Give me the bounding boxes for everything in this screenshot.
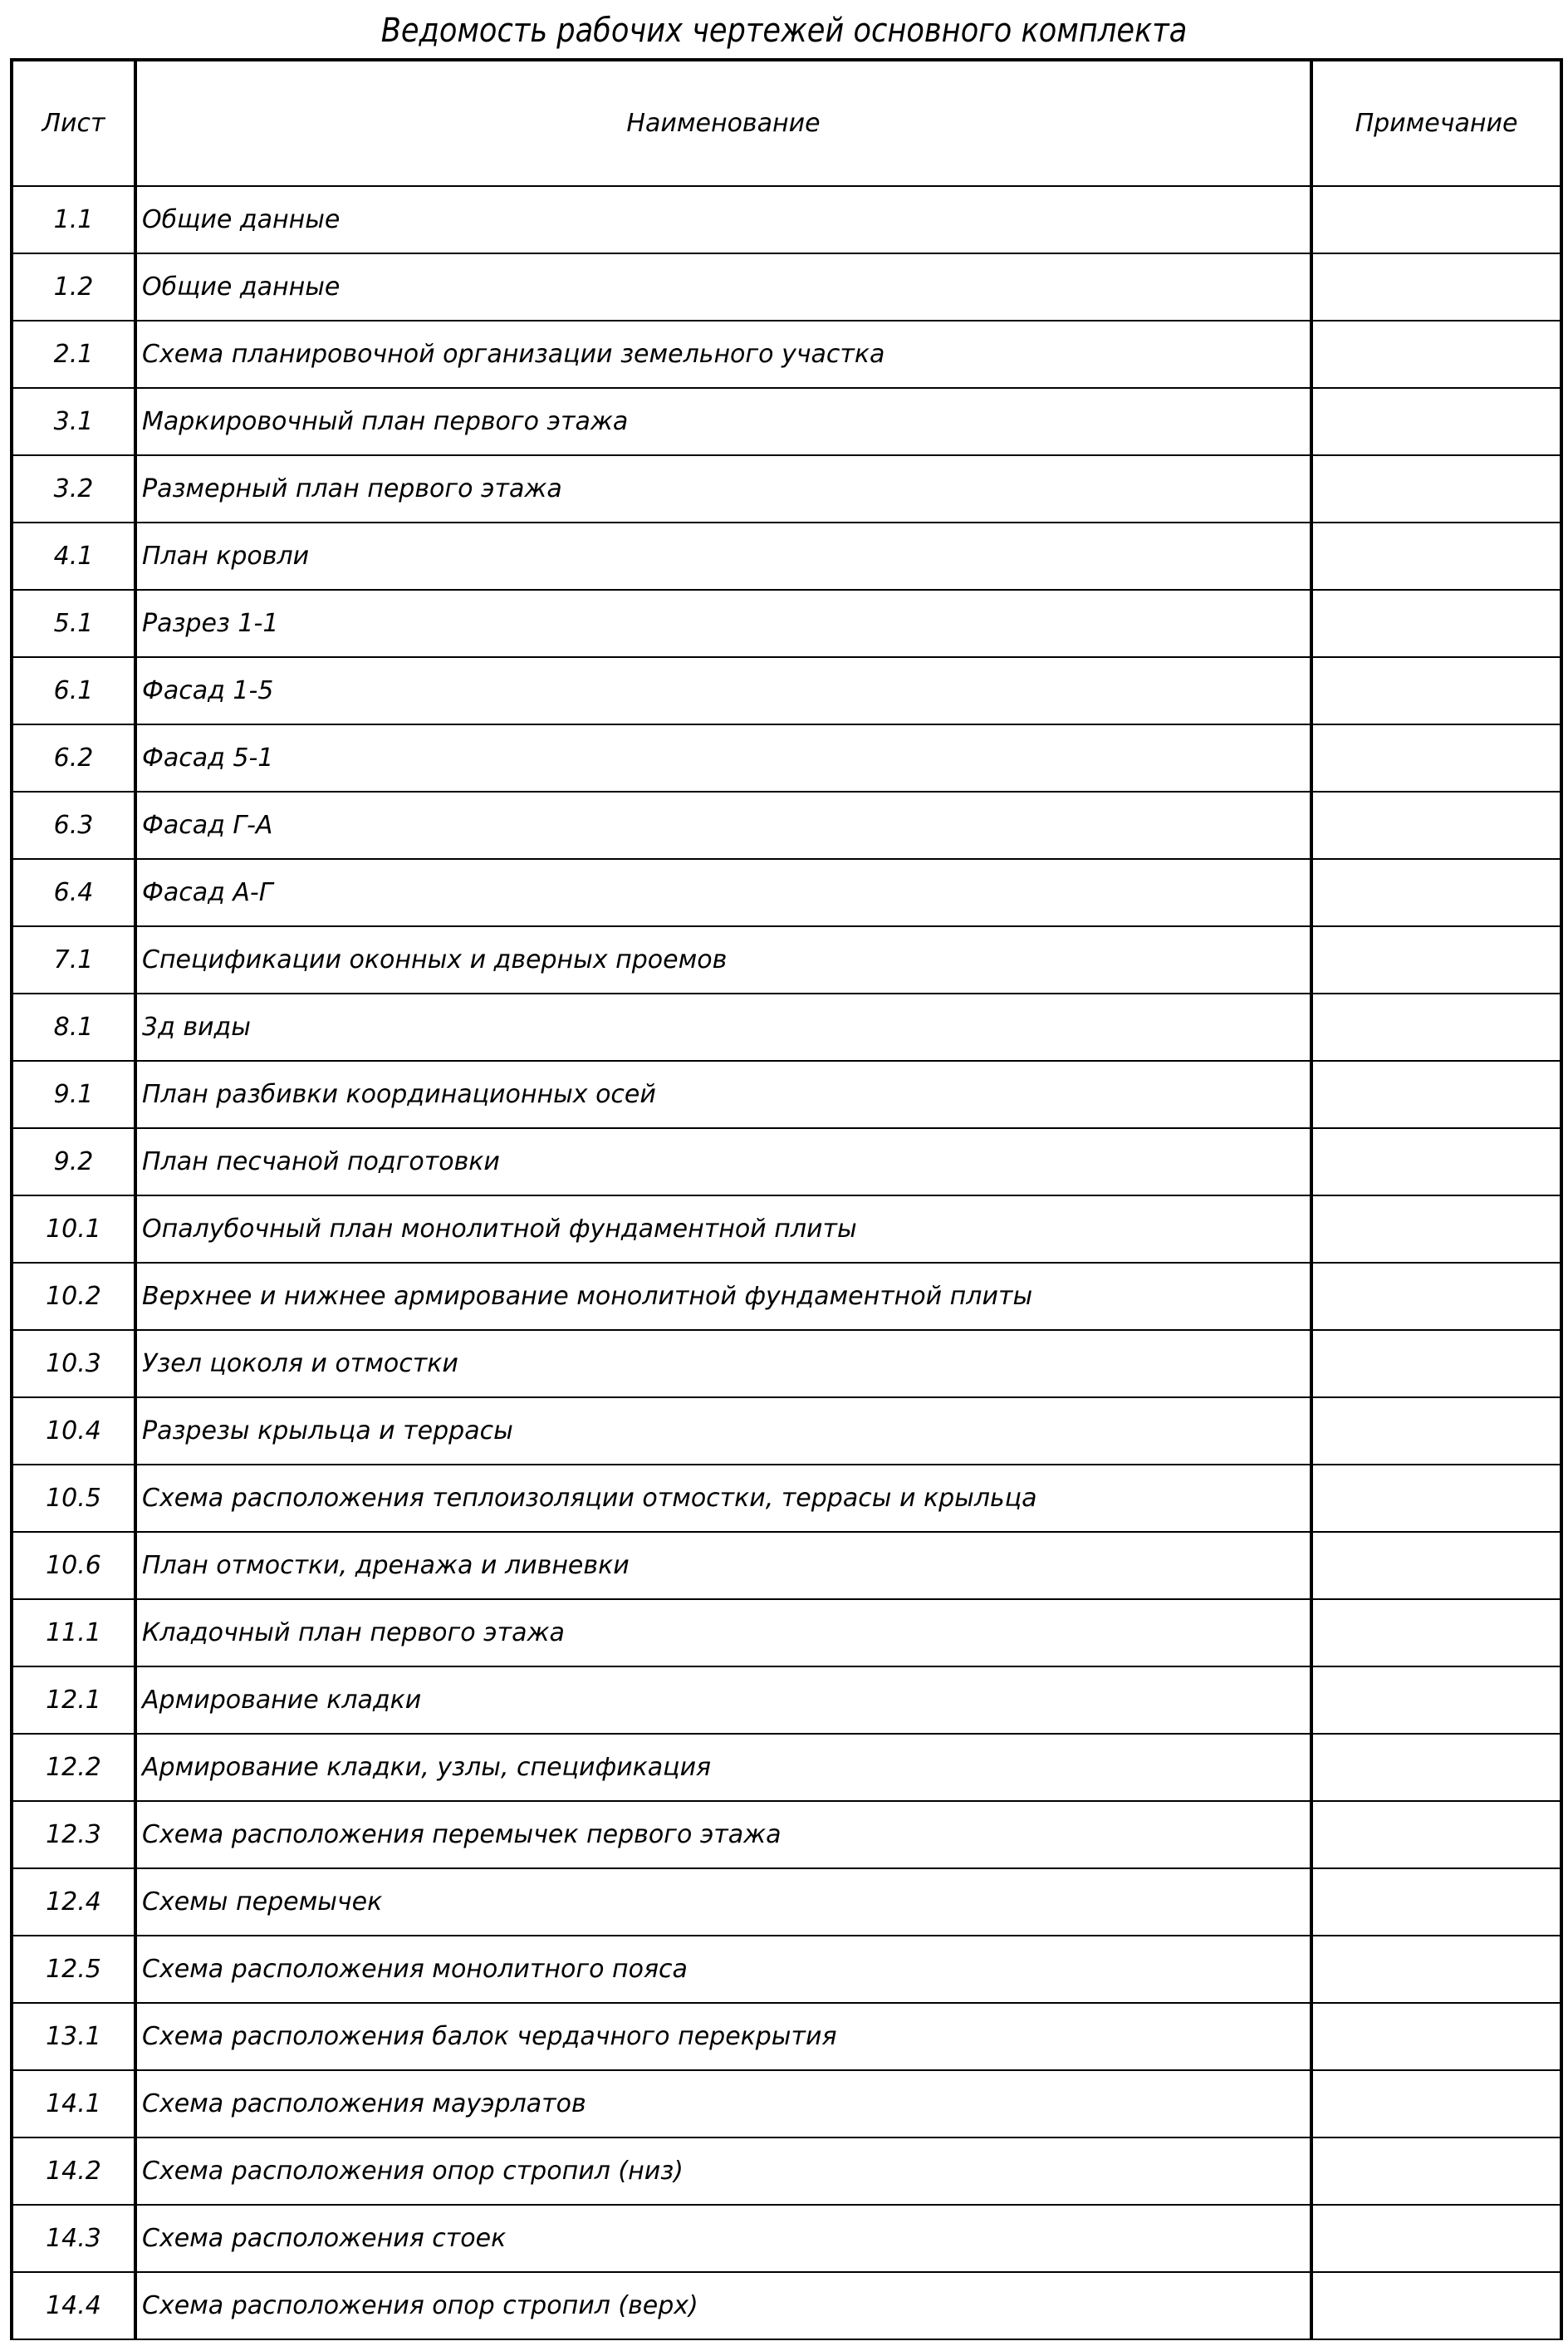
sheet-name-cell: Схема расположения опор стропил (низ) [135, 2137, 1311, 2205]
sheet-name-cell: Опалубочный план монолитной фундаментной плиты [135, 1195, 1311, 1263]
table-row [12, 2070, 1561, 2137]
sheet-number-cell: 12.1 [12, 1666, 135, 1734]
sheet-number-cell: 12.5 [12, 1936, 135, 2003]
sheet-number-cell: 14.2 [12, 2137, 135, 2205]
sheet-note-cell [1311, 2003, 1561, 2070]
sheet-number-cell: 14.4 [12, 2272, 135, 2339]
sheet-name-cell: Схема расположения балок чердачного перекрытия [135, 2003, 1311, 2070]
table-row [12, 1465, 1561, 1532]
sheet-name-cell: Схема планировочной организации земельного участка [135, 321, 1311, 388]
table-row [12, 859, 1561, 926]
sheet-note-cell [1311, 1330, 1561, 1397]
sheet-name-cell: Разрезы крыльца и террасы [135, 1397, 1311, 1465]
table-row [12, 1330, 1561, 1397]
table-row [12, 1061, 1561, 1128]
sheet-name-cell: Фасад Г-А [135, 792, 1311, 859]
sheet-name-cell: Кладочный план первого этажа [135, 1599, 1311, 1666]
sheet-name-cell: Общие данные [135, 253, 1311, 321]
table-row [12, 926, 1561, 994]
table-row [12, 1128, 1561, 1195]
sheet-note-cell [1311, 994, 1561, 1061]
sheet-name-cell: Фасад 1-5 [135, 657, 1311, 724]
table-row [12, 1936, 1561, 2003]
sheet-number-cell: 6.4 [12, 859, 135, 926]
table-row [12, 2205, 1561, 2272]
sheet-number-cell: 14.3 [12, 2205, 135, 2272]
sheet-note-cell [1311, 926, 1561, 994]
sheet-note-cell [1311, 2272, 1561, 2339]
sheet-name-cell: Фасад А-Г [135, 859, 1311, 926]
sheet-note-cell [1311, 1397, 1561, 1465]
sheet-number-cell: 10.5 [12, 1465, 135, 1532]
sheet-number-cell: 10.3 [12, 1330, 135, 1397]
sheet-number-cell: 12.3 [12, 1801, 135, 1868]
sheet-name-cell: Армирование кладки, узлы, спецификация [135, 1734, 1311, 1801]
sheet-note-cell [1311, 724, 1561, 792]
sheet-number-cell: 10.1 [12, 1195, 135, 1263]
sheet-note-cell [1311, 1936, 1561, 2003]
sheet-number-cell: 10.2 [12, 1263, 135, 1330]
sheet-note-cell [1311, 590, 1561, 657]
sheet-name-cell: Схема расположения стоек [135, 2205, 1311, 2272]
table-row [12, 253, 1561, 321]
sheet-note-cell [1311, 388, 1561, 455]
sheet-number-cell: 5.1 [12, 590, 135, 657]
sheet-number-cell: 8.1 [12, 994, 135, 1061]
sheet-name-cell: Разрез 1-1 [135, 590, 1311, 657]
sheet-number-cell: 6.1 [12, 657, 135, 724]
sheet-note-cell [1311, 1801, 1561, 1868]
sheet-note-cell [1311, 186, 1561, 253]
sheet-number-cell: 14.1 [12, 2070, 135, 2137]
table-row [12, 657, 1561, 724]
sheet-number-cell: 9.1 [12, 1061, 135, 1128]
table-body [12, 186, 1561, 2339]
sheet-number-cell: 10.4 [12, 1397, 135, 1465]
table-row [12, 1599, 1561, 1666]
sheet-note-cell [1311, 859, 1561, 926]
column-header-sheet: Лист [12, 60, 135, 186]
table-row [12, 590, 1561, 657]
sheet-number-cell: 2.1 [12, 321, 135, 388]
table-row [12, 1532, 1561, 1599]
sheet-note-cell [1311, 1195, 1561, 1263]
sheet-name-cell: План отмостки, дренажа и ливневки [135, 1532, 1311, 1599]
sheet-number-cell: 13.1 [12, 2003, 135, 2070]
table-row [12, 1195, 1561, 1263]
sheet-name-cell: Размерный план первого этажа [135, 455, 1311, 523]
sheet-name-cell: 3д виды [135, 994, 1311, 1061]
sheet-note-cell [1311, 1465, 1561, 1532]
sheet-name-cell: Схема расположения перемычек первого этажа [135, 1801, 1311, 1868]
sheet-note-cell [1311, 455, 1561, 523]
table-row [12, 2003, 1561, 2070]
sheet-name-cell: Узел цоколя и отмостки [135, 1330, 1311, 1397]
sheet-number-cell: 9.2 [12, 1128, 135, 1195]
table-row [12, 1397, 1561, 1465]
table-row [12, 1734, 1561, 1801]
sheet-note-cell [1311, 657, 1561, 724]
sheet-number-cell: 1.2 [12, 253, 135, 321]
table-row [12, 388, 1561, 455]
sheet-number-cell: 3.1 [12, 388, 135, 455]
table-row [12, 792, 1561, 859]
sheet-name-cell: Схема расположения опор стропил (верх) [135, 2272, 1311, 2339]
sheet-note-cell [1311, 1599, 1561, 1666]
sheet-name-cell: Общие данные [135, 186, 1311, 253]
document-title: Ведомость рабочих чертежей основного комплекта [380, 12, 1188, 50]
table-row [12, 186, 1561, 253]
column-header-note: Примечание [1311, 60, 1561, 186]
sheet-number-cell: 6.3 [12, 792, 135, 859]
table-row [12, 1801, 1561, 1868]
sheet-name-cell: Схема расположения мауэрлатов [135, 2070, 1311, 2137]
table-header-row [12, 60, 1561, 186]
sheet-number-cell: 4.1 [12, 523, 135, 590]
sheet-number-cell: 12.2 [12, 1734, 135, 1801]
sheet-number-cell: 10.6 [12, 1532, 135, 1599]
sheet-name-cell: Фасад 5-1 [135, 724, 1311, 792]
sheet-note-cell [1311, 1128, 1561, 1195]
sheet-note-cell [1311, 253, 1561, 321]
sheet-name-cell: План песчаной подготовки [135, 1128, 1311, 1195]
table-row [12, 724, 1561, 792]
sheet-number-cell: 12.4 [12, 1868, 135, 1936]
sheet-name-cell: Спецификации оконных и дверных проемов [135, 926, 1311, 994]
sheet-name-cell: Схемы перемычек [135, 1868, 1311, 1936]
sheet-name-cell: Схема расположения теплоизоляции отмостки, террасы и крыльца [135, 1465, 1311, 1532]
sheet-note-cell [1311, 1666, 1561, 1734]
table-row [12, 1868, 1561, 1936]
sheet-note-cell [1311, 2070, 1561, 2137]
sheet-note-cell [1311, 1061, 1561, 1128]
sheet-number-cell: 6.2 [12, 724, 135, 792]
table-row [12, 2272, 1561, 2339]
sheet-number-cell: 3.2 [12, 455, 135, 523]
sheet-note-cell [1311, 2137, 1561, 2205]
table-row [12, 523, 1561, 590]
table-row [12, 2137, 1561, 2205]
table-row [12, 994, 1561, 1061]
sheet-number-cell: 11.1 [12, 1599, 135, 1666]
sheet-note-cell [1311, 523, 1561, 590]
sheet-name-cell: Армирование кладки [135, 1666, 1311, 1734]
sheet-number-cell: 1.1 [12, 186, 135, 253]
sheet-note-cell [1311, 2205, 1561, 2272]
table-row [12, 321, 1561, 388]
sheet-note-cell [1311, 1734, 1561, 1801]
sheet-name-cell: План кровли [135, 523, 1311, 590]
sheet-note-cell [1311, 1263, 1561, 1330]
table-row [12, 1263, 1561, 1330]
sheet-name-cell: Схема расположения монолитного пояса [135, 1936, 1311, 2003]
sheet-name-cell: План разбивки координационных осей [135, 1061, 1311, 1128]
sheet-note-cell [1311, 792, 1561, 859]
column-header-name: Наименование [135, 60, 1311, 186]
sheet-number-cell: 7.1 [12, 926, 135, 994]
sheet-name-cell: Маркировочный план первого этажа [135, 388, 1311, 455]
sheet-note-cell [1311, 321, 1561, 388]
sheet-name-cell: Верхнее и нижнее армирование монолитной фундаментной плиты [135, 1263, 1311, 1330]
table-row [12, 1666, 1561, 1734]
table-row [12, 455, 1561, 523]
sheet-note-cell [1311, 1868, 1561, 1936]
drawings-register-table [10, 58, 1563, 2340]
sheet-note-cell [1311, 1532, 1561, 1599]
